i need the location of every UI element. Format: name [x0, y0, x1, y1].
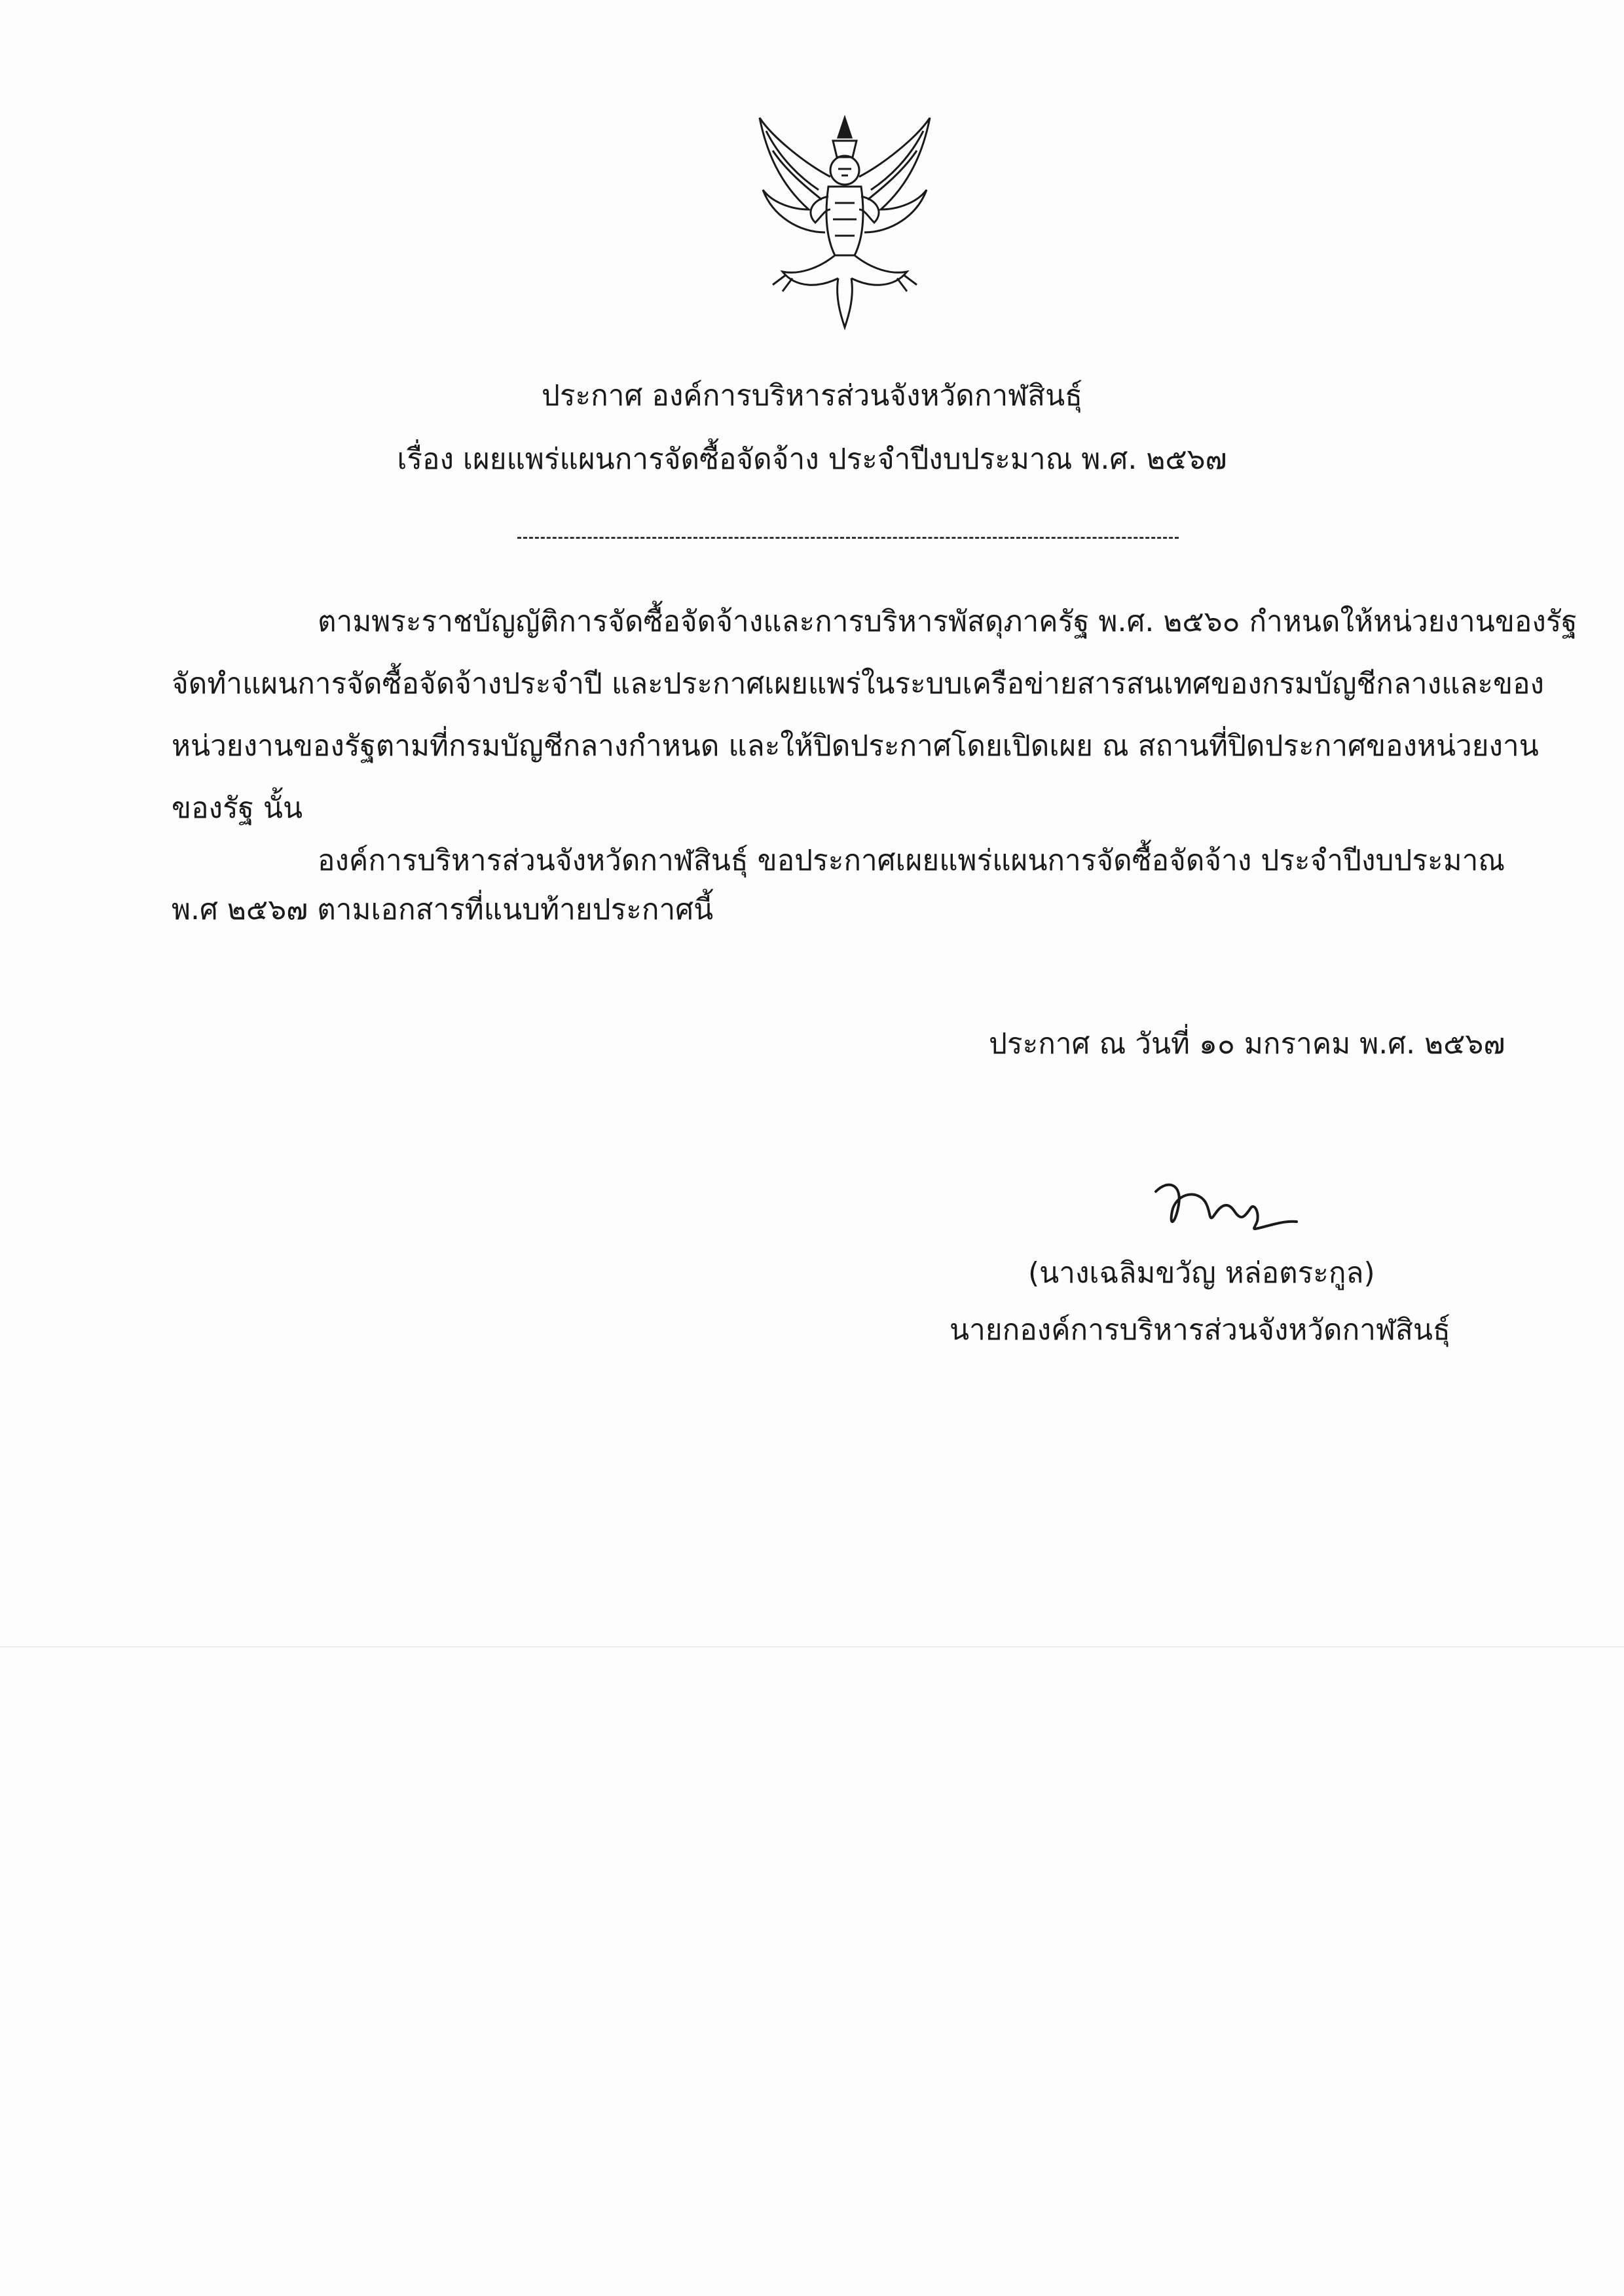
section-divider — [517, 537, 1179, 539]
announcement-subject: เรื่อง เผยแพร่แผนการจัดซื้อจัดจ้าง ประจำปีงบประมาณ พ.ศ. ๒๕๖๗ — [397, 443, 1227, 476]
paragraph-2-line-2: พ.ศ ๒๕๖๗ ตามเอกสารที่แนบท้ายประกาศนี้ — [172, 893, 714, 926]
paragraph-1-line-1: ตามพระราชบัญญัติการจัดซื้อจัดจ้างและการบริหารพัสดุภาครัฐ พ.ศ. ๒๕๖๐ กำหนดให้หน่วยงานของรัฐ — [318, 605, 1578, 638]
garuda-emblem-icon — [747, 111, 943, 334]
paragraph-1-line-4: ของรัฐ นั้น — [172, 792, 303, 825]
paragraph-1-line-2: จัดทำแผนการจัดซื้อจัดจ้างประจำปี และประกาศเผยแพร่ในระบบเครือข่ายสารสนเทศของกรมบัญชีกลางและของ — [172, 667, 1545, 701]
paragraph-2-line-1: องค์การบริหารส่วนจังหวัดกาฬสินธุ์ ขอประกาศเผยแพร่แผนการจัดซื้อจัดจ้าง ประจำปีงบประมาณ — [318, 844, 1505, 877]
handwritten-signature — [1143, 1165, 1300, 1244]
paragraph-1-line-3: หน่วยงานของรัฐตามที่กรมบัญชีกลางกำหนด และให้ปิดประกาศโดยเปิดเผย ณ สถานที่ปิดประกาศของหน่วยงาน — [172, 729, 1539, 763]
announcement-date: ประกาศ ณ วันที่ ๑๐ มกราคม พ.ศ. ๒๕๖๗ — [989, 1027, 1505, 1061]
signer-title: นายกองค์การบริหารส่วนจังหวัดกาฬสินธุ์ — [950, 1313, 1450, 1347]
announcement-title: ประกาศ องค์การบริหารส่วนจังหวัดกาฬสินธุ์ — [541, 379, 1083, 412]
signer-name: (นางเฉลิมขวัญ หล่อตระกูล) — [1028, 1256, 1375, 1290]
